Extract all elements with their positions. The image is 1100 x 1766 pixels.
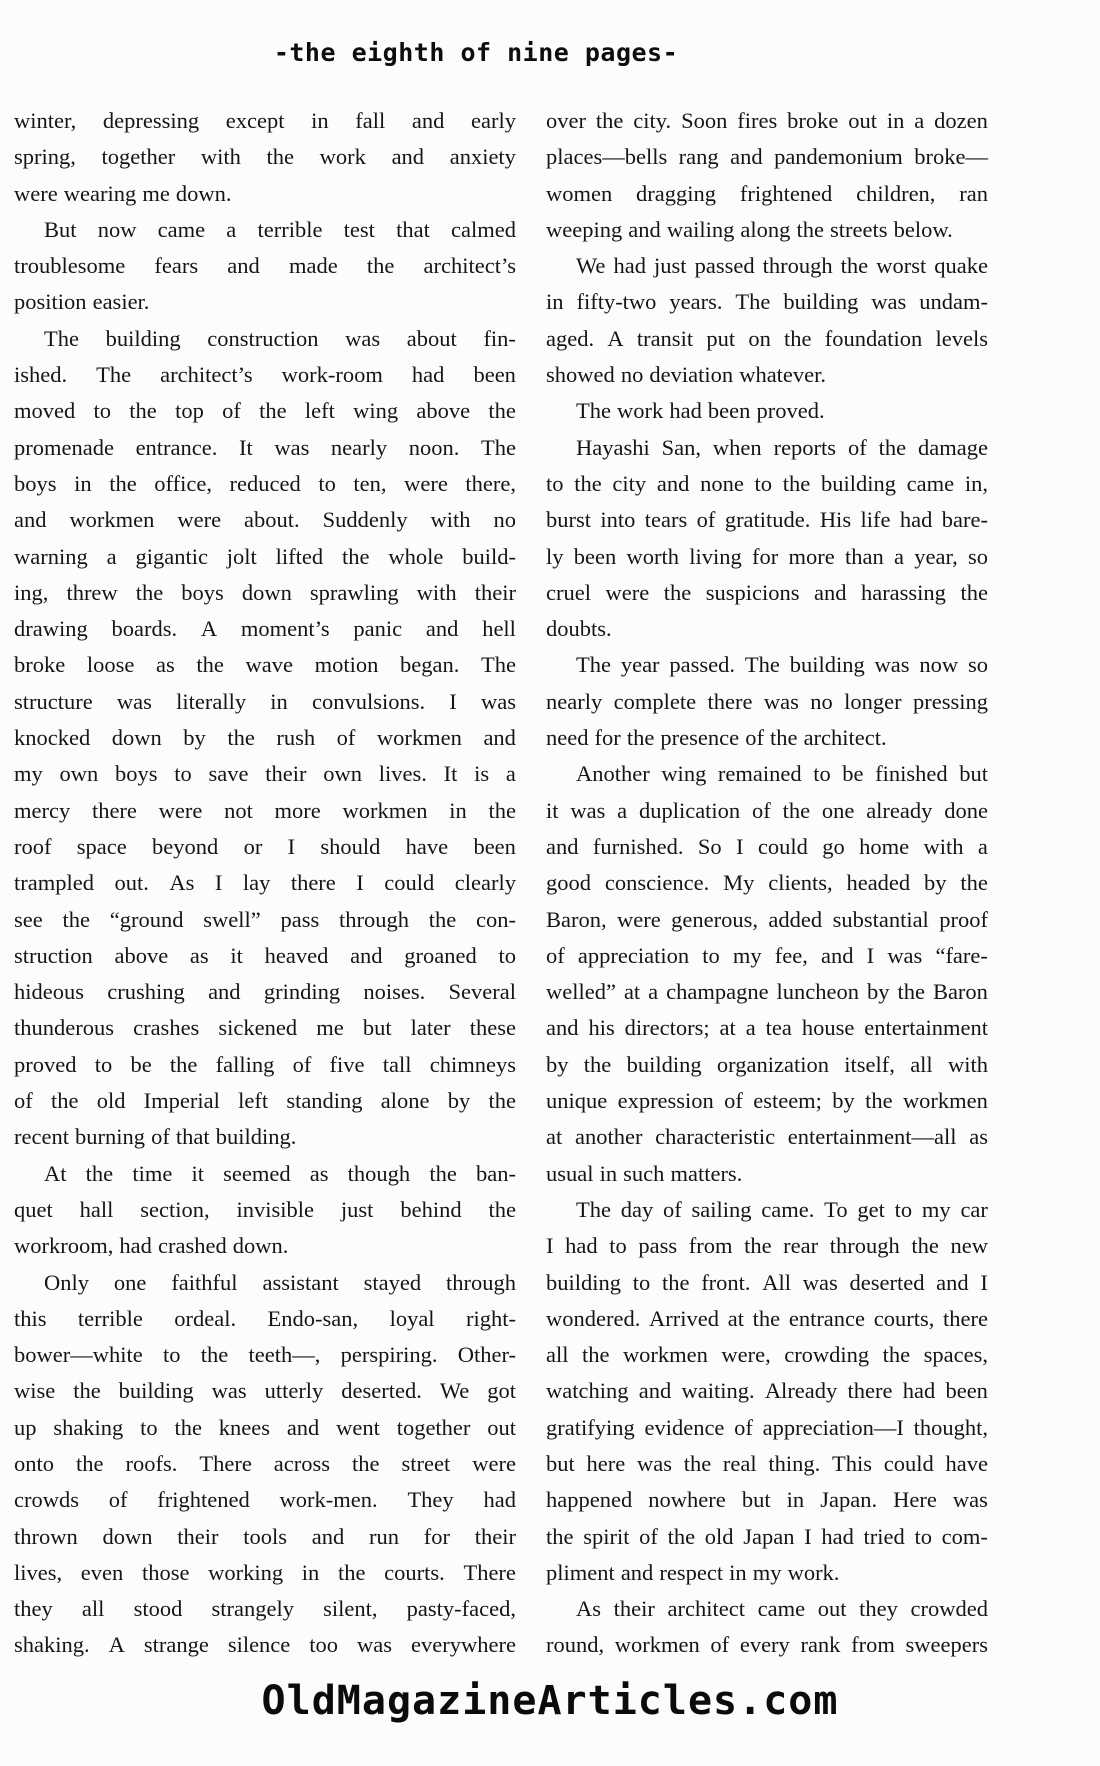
text-line: by the building organization itself, all with bbox=[546, 1051, 988, 1077]
text-line: it was a duplication of the one already done bbox=[546, 797, 988, 823]
text-line: I had to pass from the rear through the new bbox=[546, 1233, 988, 1259]
text-line: Another wing remained to be finished but bbox=[576, 761, 988, 787]
text-line: of the old Imperial left standing alone by the bbox=[14, 1088, 516, 1114]
text-line: quet hall section, invisible just behind the bbox=[14, 1196, 516, 1222]
text-line: The year passed. The building was now so bbox=[576, 652, 988, 678]
text-line: At the time it seemed as though the ban- bbox=[44, 1160, 516, 1186]
text-line: happened nowhere but in Japan. Here was bbox=[546, 1487, 988, 1513]
text-line: crowds of frightened work-men. They had bbox=[14, 1487, 516, 1513]
text-line: at another characteristic entertainment—all as bbox=[546, 1124, 988, 1150]
text-line: boys in the office, reduced to ten, were there, bbox=[14, 470, 516, 496]
text-line: structure was literally in convulsions. I was bbox=[14, 688, 516, 714]
text-line: We had just passed through the worst quake bbox=[576, 253, 988, 279]
text-line: women dragging frightened children, ran bbox=[546, 180, 988, 206]
text-line: this terrible ordeal. Endo-san, loyal right- bbox=[14, 1305, 516, 1331]
text-line: gratifying evidence of appreciation—I thought, bbox=[546, 1414, 988, 1440]
text-line: As their architect came out they crowded bbox=[576, 1596, 988, 1622]
text-line: mercy there were not more workmen in the bbox=[14, 797, 516, 823]
text-line: but here was the real thing. This could have bbox=[546, 1450, 988, 1476]
text-line: The work had been proved. bbox=[576, 398, 825, 424]
text-line: in fifty-two years. The building was undam- bbox=[546, 289, 988, 315]
text-line: hideous crushing and grinding noises. Several bbox=[14, 979, 516, 1005]
text-line: doubts. bbox=[546, 616, 612, 642]
text-line: and furnished. So I could go home with a bbox=[546, 833, 988, 859]
text-line: proved to be the falling of five tall chimneys bbox=[14, 1051, 516, 1077]
text-line: need for the presence of the architect. bbox=[546, 725, 887, 751]
text-line: ly been worth living for more than a year, so bbox=[546, 543, 988, 569]
text-line: knocked down by the rush of workmen and bbox=[14, 725, 516, 751]
text-line: weeping and wailing along the streets below. bbox=[546, 216, 953, 242]
text-line: wise the building was utterly deserted. We got bbox=[14, 1378, 516, 1404]
text-line: the spirit of the old Japan I had tried to com- bbox=[546, 1523, 988, 1549]
text-line: watching and waiting. Already there had been bbox=[546, 1378, 988, 1404]
text-line: moved to the top of the left wing above the bbox=[14, 398, 516, 424]
text-line: welled” at a champagne luncheon by the Baron bbox=[546, 979, 988, 1005]
text-line: usual in such matters. bbox=[546, 1160, 743, 1186]
text-line: wondered. Arrived at the entrance courts, there bbox=[546, 1305, 988, 1331]
text-line: ing, threw the boys down sprawling with their bbox=[14, 579, 516, 605]
text-line: showed no deviation whatever. bbox=[546, 362, 827, 388]
text-line: drawing boards. A moment’s panic and hell bbox=[14, 616, 516, 642]
text-line: onto the roofs. There across the street were bbox=[14, 1450, 516, 1476]
text-line: building to the front. All was deserted and I bbox=[546, 1269, 988, 1295]
text-line: my own boys to save their own lives. It is a bbox=[14, 761, 516, 787]
text-line: position easier. bbox=[14, 289, 150, 315]
text-line: burst into tears of gratitude. His life had bare- bbox=[546, 507, 988, 533]
text-line: ished. The architect’s work-room had been bbox=[14, 362, 516, 388]
text-line: The day of sailing came. To get to my car bbox=[576, 1196, 988, 1222]
text-line: winter, depressing except in fall and early bbox=[14, 108, 516, 133]
text-line: struction above as it heaved and groaned to bbox=[14, 942, 516, 968]
text-line: over the city. Soon fires broke out in a dozen bbox=[546, 108, 988, 133]
text-line: thunderous crashes sickened me but later these bbox=[14, 1015, 516, 1041]
text-line: trampled out. As I lay there I could clearly bbox=[14, 870, 516, 896]
article-column-left bbox=[14, 103, 516, 1664]
text-line: aged. A transit put on the foundation levels bbox=[546, 325, 988, 351]
text-line: all the workmen were, crowding the spaces, bbox=[546, 1342, 988, 1368]
page-number-header: -the eighth of nine pages- bbox=[273, 38, 679, 67]
text-line: shaking. A strange silence too was everywhere bbox=[14, 1632, 516, 1658]
text-line: of appreciation to my fee, and I was “fare- bbox=[546, 942, 988, 968]
text-line: lives, even those working in the courts. There bbox=[14, 1559, 516, 1585]
text-line: workroom, had crashed down. bbox=[14, 1233, 289, 1259]
text-line: and workmen were about. Suddenly with no bbox=[14, 507, 516, 533]
text-line: Hayashi San, when reports of the damage bbox=[576, 434, 988, 460]
text-line: nearly complete there was no longer pressing bbox=[546, 688, 988, 714]
text-line: spring, together with the work and anxiety bbox=[14, 144, 516, 170]
text-line: The building construction was about fin- bbox=[44, 325, 516, 351]
watermark-site-name: OldMagazineArticles.com bbox=[261, 1678, 839, 1724]
text-line: Baron, were generous, added substantial proof bbox=[546, 906, 988, 932]
text-line: promenade entrance. It was nearly noon. The bbox=[14, 434, 516, 460]
article-column-right bbox=[546, 103, 988, 1664]
text-line: to the city and none to the building came in, bbox=[546, 470, 988, 496]
text-line: round, workmen of every rank from sweepers bbox=[546, 1632, 988, 1658]
text-line: pliment and respect in my work. bbox=[546, 1559, 840, 1585]
text-line: good conscience. My clients, headed by the bbox=[546, 870, 988, 896]
text-line: were wearing me down. bbox=[14, 180, 232, 206]
text-line: see the “ground swell” pass through the con- bbox=[14, 906, 516, 932]
text-line: thrown down their tools and run for their bbox=[14, 1523, 516, 1549]
text-line: places—bells rang and pandemonium broke— bbox=[546, 144, 988, 170]
text-line: they all stood strangely silent, pasty-faced, bbox=[14, 1596, 516, 1622]
text-line: warning a gigantic jolt lifted the whole build- bbox=[14, 543, 516, 569]
text-line: bower—white to the teeth—, perspiring. Other- bbox=[14, 1342, 516, 1368]
text-line: recent burning of that building. bbox=[14, 1124, 297, 1150]
text-line: Only one faithful assistant stayed through bbox=[44, 1269, 516, 1295]
text-line: cruel were the suspicions and harassing the bbox=[546, 579, 988, 605]
text-line: broke loose as the wave motion began. The bbox=[14, 652, 516, 678]
text-line: up shaking to the knees and went together out bbox=[14, 1414, 516, 1440]
text-line: and his directors; at a tea house entertainment bbox=[546, 1015, 988, 1041]
text-line: unique expression of esteem; by the workmen bbox=[546, 1088, 988, 1114]
text-line: roof space beyond or I should have been bbox=[14, 833, 516, 859]
text-line: troublesome fears and made the architect’s bbox=[14, 253, 516, 279]
text-line: But now came a terrible test that calmed bbox=[44, 216, 516, 242]
